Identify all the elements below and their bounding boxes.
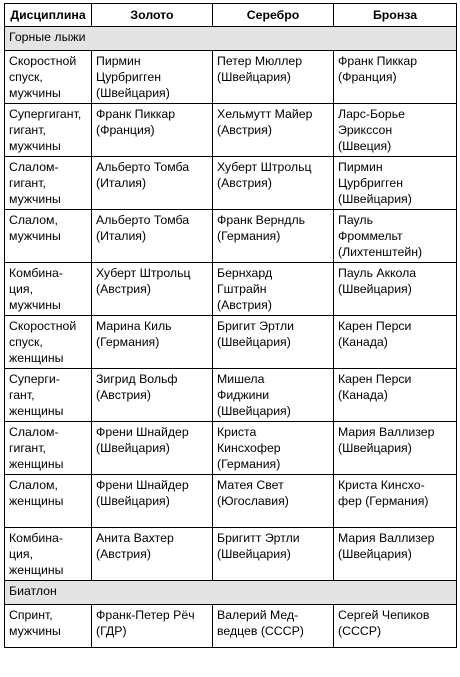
gold-cell <box>92 210 213 263</box>
bronze-cell <box>334 369 457 422</box>
gold-cell <box>92 316 213 369</box>
table-row <box>5 263 457 316</box>
discipline-cell-text: Слалом- гигант, мужчины <box>9 160 61 206</box>
gold-cell-text: Зигрид Вольф (Австрия) <box>96 372 178 402</box>
silver-cell-text: Бернхард Гштрайн (Австрия) <box>217 266 273 312</box>
bronze-cell-text: Пирмин Цурбригген (Швейцария) <box>338 160 412 206</box>
silver-cell-text: Хуберт Штрольц (Австрия) <box>217 160 312 190</box>
silver-cell-text: Хельмутт Майер (Австрия) <box>217 107 313 137</box>
gold-cell-text: Франк Пиккар (Франция) <box>96 107 176 137</box>
silver-cell-text: Криста Кинсхофер (Германия) <box>217 425 281 471</box>
table-row <box>5 104 457 157</box>
table-row <box>5 51 457 104</box>
bronze-cell-text: Мария Валлизер (Швейцария) <box>338 425 435 455</box>
table-row <box>5 210 457 263</box>
gold-cell-text: Альберто Томба (Италия) <box>96 213 190 243</box>
table-row <box>5 316 457 369</box>
silver-cell <box>213 316 334 369</box>
table-body <box>5 27 457 648</box>
bronze-cell-text: Пауль Фроммельт (Лихтенштейн) <box>338 213 423 259</box>
gold-cell <box>92 51 213 104</box>
header-row <box>5 4 457 27</box>
medals-table <box>4 3 457 648</box>
bronze-cell <box>334 475 457 528</box>
bronze-cell <box>334 51 457 104</box>
silver-cell-text: Бригит Эртли (Швейцария) <box>217 319 294 349</box>
discipline-cell <box>5 422 92 475</box>
bronze-cell-text: Карен Перси (Канада) <box>338 372 412 402</box>
silver-cell <box>213 605 334 648</box>
discipline-cell-text: Слалом, женщины <box>9 478 64 508</box>
silver-cell-text: Петер Мюллер (Швейцария) <box>217 54 303 84</box>
discipline-cell <box>5 157 92 210</box>
gold-cell-text: Хуберт Штрольц (Австрия) <box>96 266 191 296</box>
gold-cell <box>92 104 213 157</box>
table-row <box>5 157 457 210</box>
table-row <box>5 475 457 528</box>
table-row <box>5 528 457 581</box>
silver-cell <box>213 51 334 104</box>
discipline-cell-text: Скоростной спуск, мужчины <box>9 54 77 100</box>
bronze-cell-text: Сергей Чепиков (СССР) <box>338 608 430 638</box>
header-silver: Серебро <box>213 4 334 27</box>
discipline-cell <box>5 369 92 422</box>
bronze-cell-text: Карен Перси (Канада) <box>338 319 412 349</box>
silver-cell-text: Бригитт Эртли (Швейцария) <box>217 531 300 561</box>
silver-cell <box>213 263 334 316</box>
gold-cell-text: Марина Киль (Германия) <box>96 319 172 349</box>
discipline-cell <box>5 104 92 157</box>
bronze-cell-text: Пауль Акколa (Швейцария) <box>338 266 417 296</box>
discipline-cell <box>5 316 92 369</box>
bronze-cell <box>334 316 457 369</box>
bronze-cell <box>334 528 457 581</box>
discipline-cell-text: Скоростной спуск, женщины <box>9 319 77 365</box>
gold-cell-text: Альберто Томба (Италия) <box>96 160 190 190</box>
discipline-cell-text: Комбина- ция, женщины <box>9 531 64 577</box>
discipline-cell <box>5 51 92 104</box>
silver-cell-text: Матея Свет (Югославия) <box>217 478 289 508</box>
discipline-cell <box>5 605 92 648</box>
discipline-cell <box>5 263 92 316</box>
header-gold: Золото <box>92 4 213 27</box>
gold-cell-text: Френи Шнайдер (Швейцария) <box>96 478 189 508</box>
gold-cell <box>92 369 213 422</box>
gold-cell <box>92 605 213 648</box>
gold-cell-text: Франк-Петер Рёч (ГДР) <box>96 608 195 638</box>
bronze-cell <box>334 263 457 316</box>
bronze-cell-text: Франк Пиккар (Франция) <box>338 54 418 84</box>
silver-cell-text: Мишела Фиджини (Швейцария) <box>217 372 291 418</box>
gold-cell <box>92 422 213 475</box>
table-row <box>5 605 457 648</box>
gold-cell-text: Анита Вахтер (Австрия) <box>96 531 174 561</box>
table-row <box>5 369 457 422</box>
gold-cell-text: Френи Шнайдер (Швейцария) <box>96 425 189 455</box>
discipline-cell-text: Комбина- ция, мужчины <box>9 266 63 312</box>
silver-cell <box>213 475 334 528</box>
discipline-cell <box>5 210 92 263</box>
silver-cell-text: Валерий Мед- ведцев (СССР) <box>217 608 304 638</box>
header-bronze: Бронза <box>334 4 457 27</box>
gold-cell <box>92 528 213 581</box>
table-row <box>5 422 457 475</box>
silver-cell <box>213 157 334 210</box>
header-discipline: Дисциплина <box>5 4 92 27</box>
silver-cell <box>213 422 334 475</box>
bronze-cell <box>334 422 457 475</box>
silver-cell <box>213 369 334 422</box>
gold-cell <box>92 157 213 210</box>
discipline-cell-text: Супергигант, гигант, мужчины <box>9 107 82 153</box>
section-title: Горные лыжи <box>5 27 457 51</box>
silver-cell <box>213 210 334 263</box>
discipline-cell-text: Спринт, мужчины <box>9 608 61 638</box>
gold-cell <box>92 263 213 316</box>
discipline-cell <box>5 528 92 581</box>
bronze-cell-text: Ларс-Борье Эрикссон (Швеция) <box>338 107 405 153</box>
discipline-cell-text: Суперги- гант, женщины <box>9 372 64 418</box>
discipline-cell-text: Слалом, мужчины <box>9 213 61 243</box>
silver-cell <box>213 528 334 581</box>
section-row <box>5 27 457 51</box>
section-row <box>5 581 457 605</box>
bronze-cell <box>334 210 457 263</box>
bronze-cell <box>334 104 457 157</box>
section-title: Биатлон <box>5 581 457 605</box>
silver-cell <box>213 104 334 157</box>
gold-cell-text: Пирмин Цурбригген (Швейцария) <box>96 54 170 100</box>
discipline-cell-text: Слалом- гигант, женщины <box>9 425 64 471</box>
silver-cell-text: Франк Верндль (Германия) <box>217 213 306 243</box>
bronze-cell <box>334 157 457 210</box>
bronze-cell <box>334 605 457 648</box>
discipline-cell <box>5 475 92 528</box>
gold-cell <box>92 475 213 528</box>
bronze-cell-text: Мария Валлизер (Швейцария) <box>338 531 435 561</box>
bronze-cell-text: Криста Кинсхо- фер (Германия) <box>338 478 429 508</box>
